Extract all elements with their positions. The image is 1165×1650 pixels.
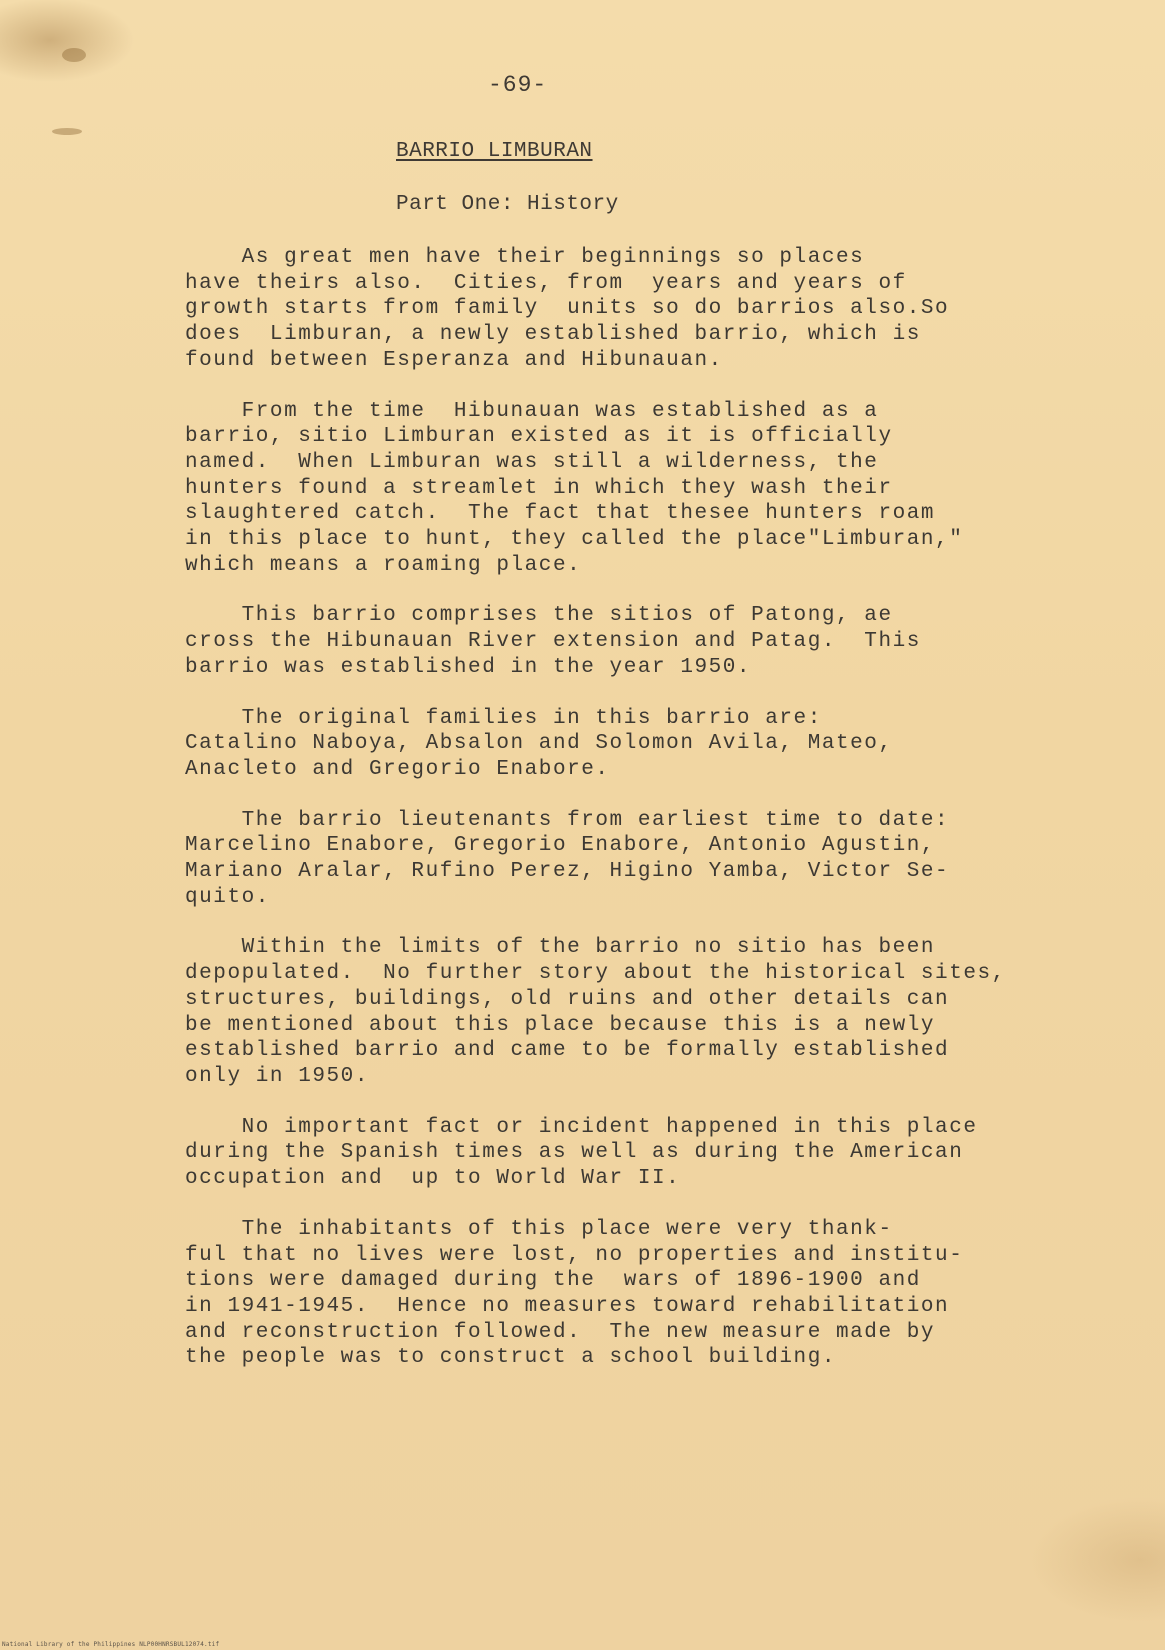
text-line: This barrio comprises the sitios of Patong, ae (185, 604, 893, 628)
text-line: tions were damaged during the wars of 1896-1900 and (185, 1269, 921, 1293)
text-line: Anacleto and Gregorio Enabore. (185, 757, 610, 781)
page-title: BARRIO LIMBURAN (396, 140, 593, 163)
text-line: slaughtered catch. The fact that thesee hunters roam (185, 502, 936, 526)
text-line: during the Spanish times as well as during the American (185, 1141, 964, 1165)
text-line: only in 1950. (185, 1064, 369, 1088)
text-line: The inhabitants of this place were very thank- (185, 1217, 893, 1241)
text-line: found between Esperanza and Hibunauan. (185, 348, 723, 372)
text-line: Catalino Naboya, Absalon and Solomon Avila, Mateo, (185, 732, 893, 756)
text-line: does Limburan, a newly established barrio, which is (185, 323, 921, 347)
document-body (185, 245, 1085, 1396)
text-line: Within the limits of the barrio no sitio has been (185, 936, 936, 960)
text-line: depopulated. No further story about the historical sites, (185, 962, 1006, 986)
text-line: established barrio and came to be formally established (185, 1039, 950, 1063)
text-line: From the time Hibunauan was established as a (185, 399, 879, 423)
text-line: Marcelino Enabore, Gregorio Enabore, Antonio Agustin, (185, 834, 936, 858)
age-stain (52, 128, 82, 135)
paragraph (185, 935, 1085, 1089)
paragraph (185, 1115, 1085, 1192)
text-line: The barrio lieutenants from earliest time to date: (185, 808, 950, 832)
text-line: and reconstruction followed. The new measure made by (185, 1320, 936, 1344)
text-line: cross the Hibunauan River extension and Patag. This (185, 630, 921, 654)
paragraph (185, 245, 1085, 374)
paragraph (185, 1217, 1085, 1371)
page-number: -69- (488, 72, 548, 98)
text-line: occupation and up to World War II. (185, 1167, 681, 1191)
paragraph (185, 399, 1085, 579)
text-line: As great men have their beginnings so places (185, 246, 865, 269)
text-line: barrio was established in the year 1950. (185, 655, 752, 679)
text-line: in this place to hunt, they called the place"Limburan," (185, 528, 964, 552)
section-heading: Part One: History (396, 193, 619, 216)
text-line: growth starts from family units so do barrios also.So (185, 297, 950, 321)
paragraph (185, 603, 1085, 680)
text-line: be mentioned about this place because this is a newly (185, 1013, 936, 1037)
paragraph (185, 706, 1085, 783)
text-line: Mariano Aralar, Rufino Perez, Higino Yamba, Victor Se- (185, 860, 950, 884)
text-line: in 1941-1945. Hence no measures toward rehabilitation (185, 1294, 950, 1318)
text-line: ful that no lives were lost, no properties and institu- (185, 1243, 964, 1267)
archive-footer: National Library of the Philippines NLP00HNRSBUL12074.tif (2, 1641, 220, 1648)
paragraph (185, 808, 1085, 911)
text-line: the people was to construct a school building. (185, 1346, 836, 1370)
text-line: have theirs also. Cities, from years and years of (185, 271, 907, 295)
text-line: structures, buildings, old ruins and other details can (185, 987, 950, 1011)
age-stain (62, 48, 86, 62)
text-line: barrio, sitio Limburan existed as it is officially (185, 425, 893, 449)
text-line: No important fact or incident happened in this place (185, 1115, 978, 1139)
text-line: The original families in this barrio are: (185, 706, 822, 730)
text-line: named. When Limburan was still a wilderness, the (185, 450, 879, 474)
text-line: hunters found a streamlet in which they wash their (185, 476, 893, 500)
text-line: quito. (185, 885, 270, 909)
text-line: which means a roaming place. (185, 553, 582, 577)
